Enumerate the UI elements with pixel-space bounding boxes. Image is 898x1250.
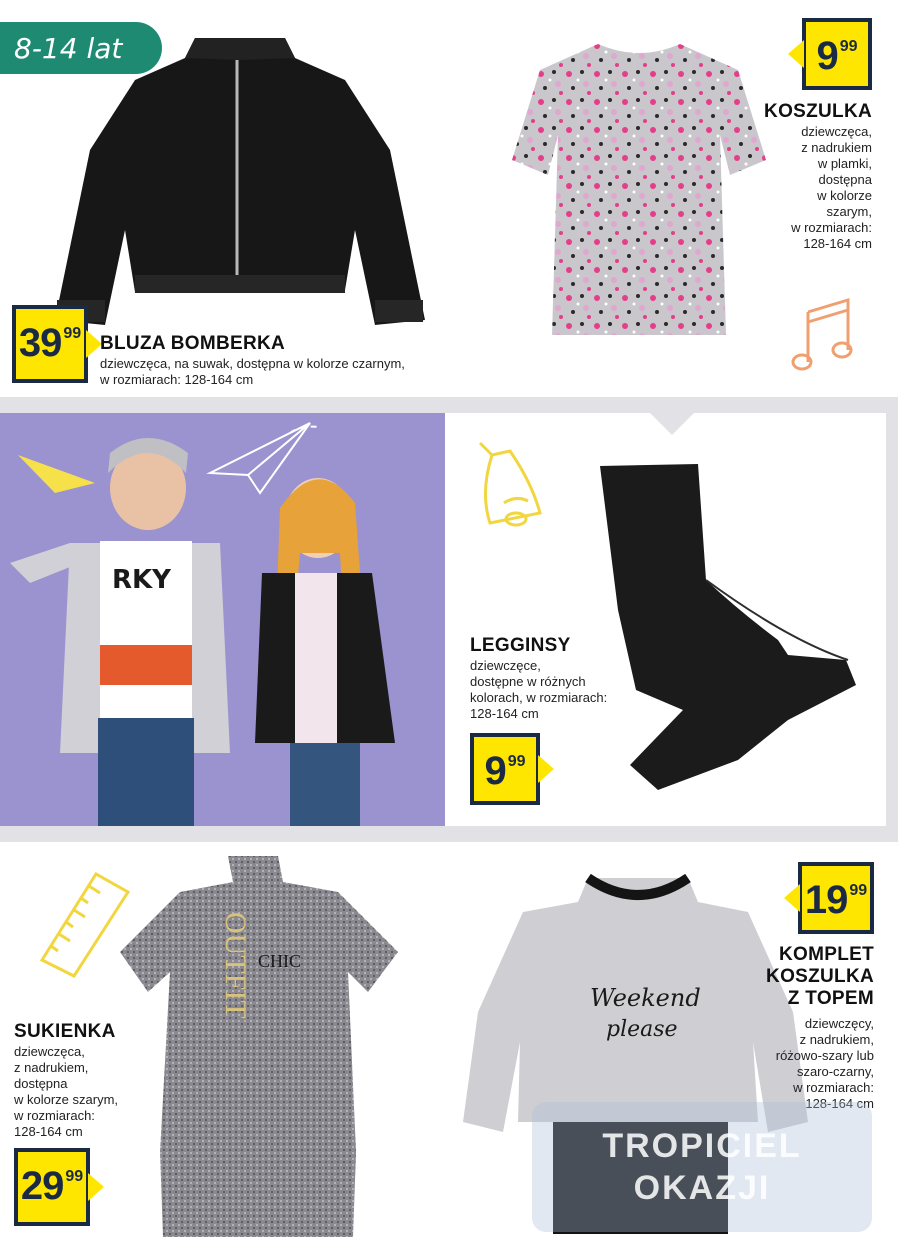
product-desc-komplet: dziewczęcy, z nadrukiem, różowo-szary lub szaro-czarny, w rozmiarach: 128-164 cm	[775, 1016, 874, 1111]
price-tag-koszulka	[802, 18, 872, 90]
watermark: TROPICIEL OKAZJI	[532, 1102, 872, 1232]
product-desc-legginsy: dziewczęce, dostępne w różnych kolorach, w rozmiarach: 128-164 cm	[470, 658, 608, 721]
price-cents: 99	[507, 753, 526, 770]
dress-print: OUTFIT	[219, 912, 252, 1019]
product-title-bluza: BLUZA BOMBERKA	[100, 333, 286, 354]
floral-tshirt-image	[508, 40, 770, 340]
price-cents: 99	[65, 1168, 84, 1185]
price-main: 9	[484, 749, 506, 793]
price-cents: 99	[63, 325, 82, 342]
price-tag-komplet	[798, 862, 874, 934]
kids-photo	[0, 413, 445, 826]
price-main: 39	[18, 321, 62, 365]
product-title-komplet: KOMPLET KOSZULKA Z TOPEM	[766, 944, 874, 1009]
separator-band-bottom	[0, 826, 898, 842]
price-tag-sukienka	[14, 1148, 90, 1226]
leggings-image	[588, 460, 878, 805]
price-main: 29	[20, 1164, 64, 1208]
separator-band-right	[886, 413, 898, 826]
music-note-icon	[790, 292, 862, 383]
price-main: 9	[816, 34, 838, 78]
product-desc-bluza: dziewczęca, na suwak, dostępna w kolorze czarnym, w rozmiarach: 128-164 cm	[100, 356, 405, 387]
price-tag-bluza	[12, 305, 88, 383]
product-title-sukienka: SUKIENKA	[14, 1021, 116, 1042]
bell-icon	[470, 433, 550, 548]
age-range-tag: 8-14 lat	[0, 22, 162, 74]
price-cents: 99	[849, 882, 868, 899]
boy-tshirt-print: RKY	[112, 565, 171, 595]
dress-print-chic: CHIC	[258, 951, 302, 971]
product-desc-koszulka: dziewczęca, z nadrukiem w plamki, dostępna w kolorze szarym, w rozmiarach: 128-164 cm	[791, 124, 872, 251]
sweater-print-line1: Weekend	[590, 984, 701, 1012]
separator-band-top	[0, 397, 898, 413]
product-title-legginsy: LEGGINSY	[470, 635, 571, 656]
price-main: 19	[804, 878, 848, 922]
bomber-jacket-image	[45, 30, 440, 330]
dress-image	[118, 852, 400, 1242]
price-cents: 99	[839, 38, 858, 55]
price-tag-legginsy	[470, 733, 540, 805]
product-title-koszulka: KOSZULKA	[764, 101, 872, 122]
separator-notch	[650, 413, 694, 435]
sweater-print-line2: please	[606, 1017, 678, 1042]
product-desc-sukienka: dziewczęca, z nadrukiem, dostępna w kolorze szarym, w rozmiarach: 128-164 cm	[14, 1044, 119, 1139]
